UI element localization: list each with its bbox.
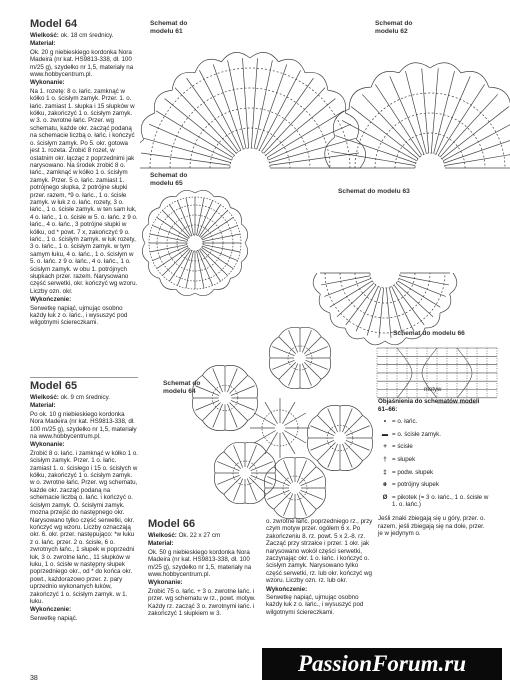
crochet-diagrams xyxy=(140,18,510,658)
diagram-64 xyxy=(192,327,372,518)
page-number: 38 xyxy=(30,675,38,682)
size-heading: Wielkość: xyxy=(30,394,59,401)
finishing-heading: Wykończenie: xyxy=(30,296,72,304)
legend-item xyxy=(378,494,490,509)
size-text: ok. 9 cm średnicy. xyxy=(58,394,110,401)
execution-text: Na 1. rozetę: 8 o. łańc. zamknąć w kółko 1 o. ścisłym zamyk. Przer. 1. o. łańc. zamiast 1. słupka i 15 słupków w kółku, zakończyć 1 o. ścisłym zamyk. w 3. o. zwrotne łańc. Przer. wg schematu, każde okr. zacząć podaną na schemacie liczbą o. łańc. i kończyć o. ścisłym zamyk. Po 5. okr. gotowa jest 1. rozeta. Zrobić 8 rozet, w ostatnim okr. łącząc z poprzednimi jak narysowano. Na środek zrobić 8 o. łańc., zamknąć w kółko 1 o. ścisłym zamyk. Przer. 5 o. łańc. zamiast 1. potrójnego słupka, 2 potrójne słupki przer. razem, *9 o. łańc., 1 o. ścisłe zamyk. w łuk z o. łańc. rozety, 3 o. łańc., 1 o. ścisłe zamyk. w ten sam łuk, 4 o. łańc., 1 o. ścisłe w 5. o. łańc. z 9 o. łańc., 4 o. łańc., 3 potrójne słupki w kółku, od * powt. 7 x, zakończyć 9 o. łańc., 1 o. ścisłym zamyk. w łuk rozety, 3 o. łańc., 1 o. ścisłym zamyk. w tym samym łuku, 4 o. łańc., 1 o. ścisłym w 5. o. łańc. z 9 o. łańc., 4 o. łańc., 1 o. ścisłym zamyk. w obu 1. potrójnych słupkach przer. razem. Narysowano część serwetki, okr. kończyć wg wzoru. Liczby ozn. okr. xyxy=(30,87,138,295)
legend-note: Jeśli znaki zbiegają się u góry, przer. o. razem, jeśli zbiegają się na dole, przer. je w jedynym o. xyxy=(378,514,486,538)
legend-symbol: † xyxy=(383,455,387,463)
diagram-65 xyxy=(142,190,247,295)
diagram-63 xyxy=(313,273,457,345)
legend-item xyxy=(378,431,490,439)
chart-label-64: Schemat do modelu 64 xyxy=(163,380,201,395)
chart-label-62: Schemat do modelu 62 xyxy=(375,20,413,35)
execution-heading: Wykonanie: xyxy=(148,579,183,587)
legend-title: Objaśnienia do schematów modeli 61–66: xyxy=(378,398,480,413)
finishing-heading: Wykończenie: xyxy=(30,606,72,614)
model-66-title: Model 66 xyxy=(148,518,196,530)
legend xyxy=(378,398,490,538)
legend-text: = ścisłe xyxy=(392,443,413,451)
legend-symbol: + xyxy=(383,443,387,451)
material-heading: Materiał: xyxy=(148,540,174,548)
chart-label-65: Schemat do modelu 65 xyxy=(150,172,188,187)
model-64-title: Model 64 xyxy=(30,18,78,30)
finishing-text: Serwetkę napiąć. xyxy=(30,614,78,622)
legend-text: = podw. słupek xyxy=(392,468,434,476)
material-heading: Materiał: xyxy=(30,402,56,410)
legend-item xyxy=(378,469,490,477)
finishing-text: Serwetkę napiąć, ujmując osobno każdy łuk z o. łańc., i wysuszyć pod wilgotnymi ściereczkami. xyxy=(266,594,364,616)
legend-symbol: • xyxy=(383,418,387,426)
legend-item xyxy=(378,481,490,489)
section-divider xyxy=(30,377,138,378)
legend-symbol: ⧺ xyxy=(382,481,388,489)
legend-item xyxy=(378,456,490,464)
size-heading: Wielkość: xyxy=(148,532,177,539)
motif-label: motyw xyxy=(424,387,442,393)
diagram-66 xyxy=(377,348,497,403)
model-64-section xyxy=(30,18,138,328)
chart-label-66: Schemat do modelu 66 xyxy=(393,330,465,337)
chart-label-63: Schemat do modelu 63 xyxy=(338,188,410,195)
legend-text: = o. ścisłe zamyk. xyxy=(392,430,441,438)
legend-item xyxy=(378,418,490,426)
execution-text: Zrobić 75 o. łańc. + 3 o. zwrotne łańc. i przer. wg schematu w rz., powt. motyw. Każdy rz. zacząć 3 o. zwrotnymi łańc. i zakończyć 1 słupkiem w 3. xyxy=(148,587,256,618)
watermark-logo: PassionForum.ru xyxy=(262,648,502,680)
size-text: ok. 18 cm średnicy. xyxy=(58,32,114,39)
legend-symbol: ▬ xyxy=(381,430,389,438)
chart-label-61: Schemat do modelu 61 xyxy=(150,20,188,35)
material-heading: Materiał: xyxy=(30,40,56,48)
model-65-title: Model 65 xyxy=(30,380,78,392)
material-text: Po ok. 10 g niebieskiego kordonka Nora Madeira (nr kat. HS9813-338, dł. 100 m/25 g), szydełko nr 1,5, materiały na www.hobbycentrum.pl. xyxy=(30,410,137,441)
finishing-text: Serwetkę napiąć, ujmując osobno każdy łuk z o. łańc., i wysuszyć pod wilgotnymi ściereczkami. xyxy=(30,304,128,327)
legend-symbol: ‡ xyxy=(383,468,387,476)
legend-text: = potrójny słupek xyxy=(392,481,439,489)
material-text: Ok. 50 g niebieskiego kordonka Nora Madeira (nr kat. HS9813-338, dł. 100 m/25 g), szydełko nr 1,5, materiały na www.hobbycentrum.pl. xyxy=(148,548,252,579)
legend-text: = słupek xyxy=(392,455,416,463)
legend-text: = pikotek (= 3 o. łańc., 1 o. ścisłe w 1. o. łańc.) xyxy=(392,493,489,509)
legend-symbol: Ø xyxy=(382,493,388,501)
size-heading: Wielkość: xyxy=(30,32,59,39)
execution-heading: Wykonanie: xyxy=(30,79,65,87)
size-text: Ok. 22 x 27 cm xyxy=(176,532,221,539)
model-65-section xyxy=(30,380,138,623)
legend-text: = o. łańc. xyxy=(392,418,418,426)
execution-text-continued: o. zwrotne łańc. poprzedniego rz., przy czym motyw przer. ogółem 6 x. Po zakończeniu 8. rz. powt. 5 x 2.-8. rz. Zacząć przy strzałce i przer. 1 okr. jak narysowano wokół części serwetki, zaczynając okr. 1 o. łańc. i kończyć o. ścisłym zamyk. Narysowano tylko część serwetki, rz. lub okr. kończyć wg wzoru. Liczby ozn. rz. lub okr. xyxy=(266,518,373,585)
diagram-61 xyxy=(140,52,366,168)
execution-text: Zrobić 8 o. łańc. i zamknąć w kółko 1 o. ścisłym zamyk. Przer. 1 o. łańc. zamiast 1. o. ścisłego i 15 o. ścisłych w kółku, zakończyć 1 o. ścisłym zamyk. w o. zwrotne łańc. Przer. wg schematu, każde okr. zacząć podaną na schemacie liczbą o. łańc. i kończyć o. ścisłym zamyk. O. ścisłymi zamyk. mozna przejść do następnego okr. Narysowano tylko część serwetki, okr. kończyć wg wzoru. Liczby oznaczają okr. 6. okr. przer. następująco: *w łuku z o. łańc. przer. 2 o. ścisłe, 6 o. zwrotnych łańc., 1 słupek w poprzedni łuk, 3 o. zwrotne łańc., 11 słupków w łuku, 1 o. ścisłe w następny słupek poprzedniego okr., od * do końca okr. powt., każdorazowo przer. z. pary uprzednio wykonanych łuków, zakończyć 1 o. ścisłym zamyk. w 1. łuku. xyxy=(30,449,138,605)
execution-heading: Wykonanie: xyxy=(30,441,65,449)
legend-item xyxy=(378,443,490,451)
material-text: Ok. 20 g niebieskiego kordonka Nora Madeira (nr kat. HS9813-338, dł. 100 m/25 g), szydełko nr 1,5, materiały na www.hobbycentrum.pl. xyxy=(30,48,134,79)
diagram-62 xyxy=(325,63,510,168)
finishing-heading: Wykończenie: xyxy=(266,585,308,593)
